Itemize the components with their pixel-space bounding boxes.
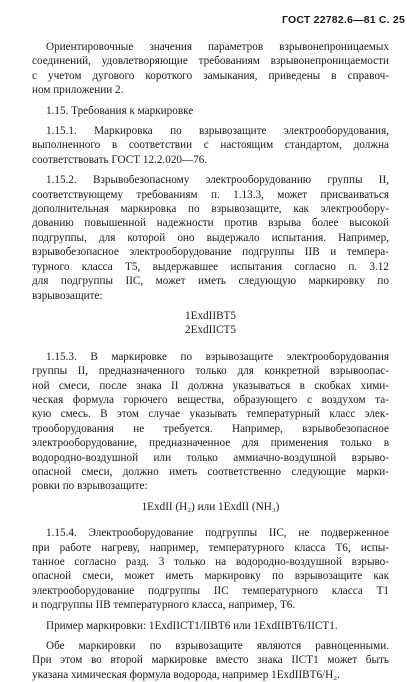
paragraph-line: дополнительная маркировка по взрывозащите, как электрообору- xyxy=(32,203,389,216)
paragraph-line: соответствовать ГОСТ 12.2.020—76. xyxy=(32,153,208,166)
paragraph-line: танное согласно разд. 3 только на водородно-воздушной взрыво- xyxy=(32,556,389,568)
paragraph-line: соответствующему требованиям п. 1.13.3, может присваиваться xyxy=(32,188,389,201)
paragraph-line: турного класса Т5, выдержавшее испытания согласно п. 3.12 xyxy=(32,260,389,273)
paragraph-line: взрывозащите: xyxy=(32,289,103,302)
marking-formula: 2ExdIICT5 xyxy=(185,324,236,337)
paragraph-line: ной смеси, после знака II должна указываться в скобках хими- xyxy=(32,379,389,392)
paragraph-line: дованию повышенной надежности против взрыва более высокой xyxy=(32,217,389,230)
paragraph-line: подгруппы, для которой оно выдержало испытания. Например, xyxy=(32,231,389,244)
paragraph-line: группы II, предназначенного только для конкретной взрывоопас- xyxy=(32,365,389,378)
paragraph-line: указана химическая формула водорода, например 1ExdIIBT6/H₂. xyxy=(32,668,340,681)
paragraph-line: Пример маркировки: 1ExdIICT1/IIBT6 или 1ExdIIBT6/IICT1. xyxy=(46,619,338,632)
paragraph-line: 1.15.4. Электрооборудование подгруппы IIC, не подверженное xyxy=(46,527,389,540)
paragraph-line: 1.15.2. Взрывобезопасному электрооборудованию группы II, xyxy=(46,174,389,187)
paragraph-line: ческая формула горючего вещества, образующего с воздухом та- xyxy=(32,393,389,406)
marking-formula: 1ExdIIBT5 xyxy=(185,309,236,322)
document-body xyxy=(32,40,389,682)
paragraph-line: трооборудования не требуется. Например, взрывобезопасное xyxy=(32,422,389,435)
paragraph-line: при работе нагреву, например, температурного класса Т6, испы- xyxy=(32,541,389,554)
paragraph-line: Обе маркировки по взрывозащите являются равноценными. xyxy=(46,640,389,653)
paragraph-line: 1.15.1. Маркировка по взрывозащите электрооборудования, xyxy=(46,125,389,138)
paragraph-line: для подгруппы IIC, может иметь следующую маркировку по xyxy=(32,275,389,288)
paragraph-line: ровки по взрывозащите: xyxy=(32,480,148,493)
paragraph-line: с учетом дугового короткого замыкания, приведены в справоч- xyxy=(32,69,389,82)
paragraph-line: опасной смеси, должно иметь соответственно следующие марки- xyxy=(32,465,389,478)
page-header: ГОСТ 22782.6—81 С. 25 xyxy=(282,14,405,26)
paragraph-line: При этом во второй маркировке вместо знака IICT1 может быть xyxy=(32,654,389,667)
marking-formula: 1ExdII (H₂) или 1ExdII (NH₃) xyxy=(141,500,280,513)
paragraph-line: ном приложении 2. xyxy=(32,84,124,97)
paragraph-line: Ориентировочные значения параметров взрывонепроницаемых xyxy=(46,41,389,53)
paragraph-line: соединений, удовлетворяющие требованиям взрывонепроницаемости xyxy=(32,55,389,68)
paragraph-line: 1.15.3. В маркировке по взрывозащите электрооборудования xyxy=(46,350,389,363)
paragraph-line: водородно-воздушной или только аммиачно-воздушной взрыво- xyxy=(32,451,389,464)
paragraph-line: опасной смеси, может иметь маркировку по взрывозащите как xyxy=(32,570,389,583)
paragraph-line: и подгруппы IIB температурного класса, например, Т6. xyxy=(32,599,296,612)
paragraph-line: электрооборудование, предназначенное для применения только в xyxy=(32,437,389,450)
paragraph-line: кую смесь. В этом случае указывать температурный класс элек- xyxy=(32,408,389,421)
paragraph-line: электрооборудование подгруппы IIC температурного класса Т1 xyxy=(32,584,389,597)
paragraph-line: взрывобезопасное электрооборудование подгруппы IIB и темпера- xyxy=(32,246,389,259)
paragraph-line: выполненного в соответствии с настоящим стандартом, должна xyxy=(32,139,389,152)
section-heading: 1.15. Требования к маркировке xyxy=(46,104,194,117)
